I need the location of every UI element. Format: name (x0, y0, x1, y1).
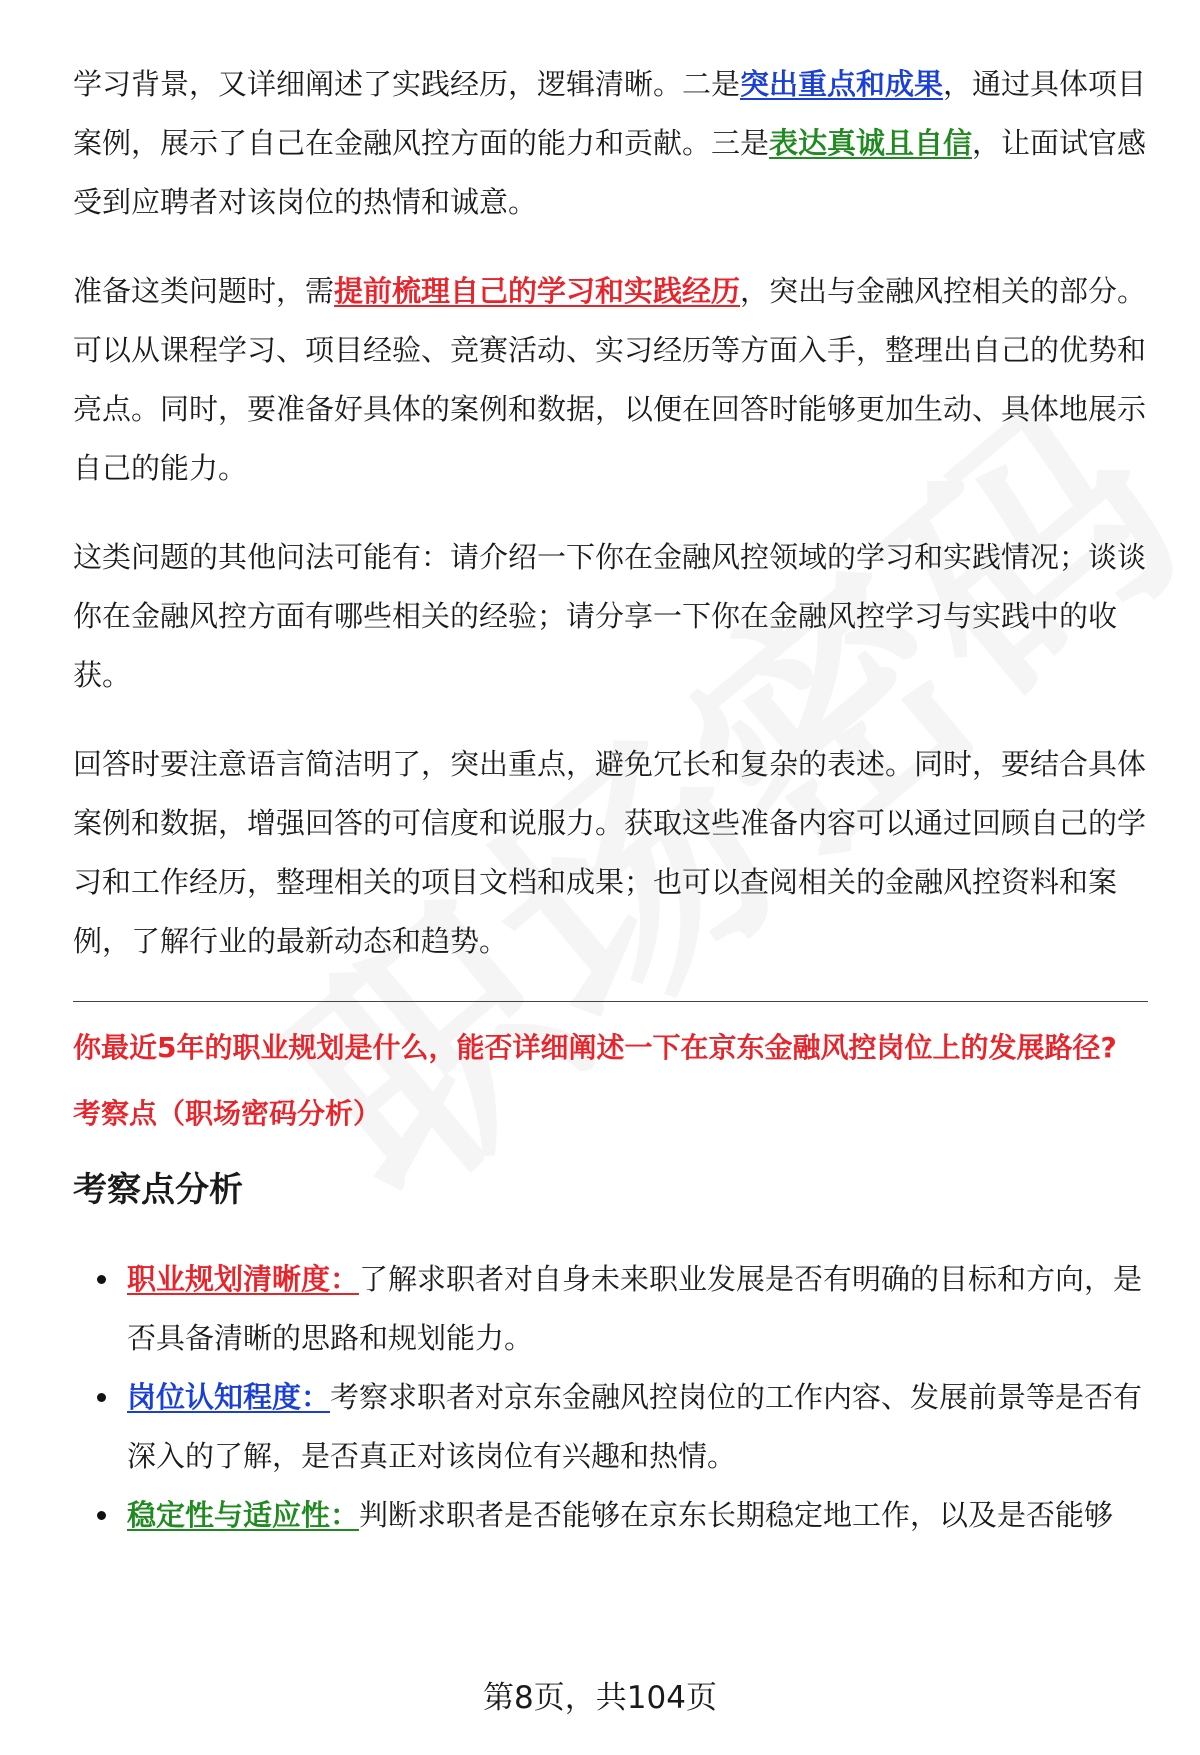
analysis-heading: 考察点分析 (73, 1170, 243, 1210)
bullet-dot (97, 1275, 106, 1284)
paragraph-text: 准备这类问题时，需 (73, 274, 335, 308)
list-item (127, 1250, 1148, 1368)
list-item-text: 了解求职者对自身未来职业发展是否有明确的目标和方向，是否具备清晰的思路和规划能力。 (127, 1262, 1143, 1355)
bullet-dot (97, 1511, 106, 1520)
list-item-label: 稳定性与适应性： (127, 1498, 360, 1532)
paragraph-text: 学习背景，又详细阐述了实践经历，逻辑清晰。二是 (73, 67, 741, 101)
highlight-blue: 突出重点和成果 (740, 67, 944, 101)
paragraph-text: ，通过具体项目案例，展示了自己在金融风控方面的能力和贡献。三是 (73, 67, 1147, 160)
list-item-text: 判断求职者是否能够在京东长期稳定地工作，以及是否能够 (359, 1498, 1114, 1532)
paragraph-text: ，让面试官感受到应聘者对该岗位的热情和诚意。 (73, 126, 1147, 219)
bullet-dot (97, 1393, 106, 1402)
list-item-label: 职业规划清晰度： (127, 1262, 360, 1296)
paragraph-text: ，突出与金融风控相关的部分。可以从课程学习、项目经验、竞赛活动、实习经历等方面入手，整理出自己的优势和亮点。同时，要准备好具体的案例和数据，以便在回答时能够更加生动、具体地展示自己的能力。 (73, 274, 1147, 485)
highlight-green: 表达真诚且自信 (769, 126, 973, 160)
highlight-red: 提前梳理自己的学习和实践经历 (334, 274, 741, 308)
list-item (127, 1486, 1148, 1545)
page-footer: 第8页，共104页 (483, 1680, 717, 1716)
paragraph-3: 这类问题的其他问法可能有：请介绍一下你在金融风控领域的学习和实践情况；谈谈你在金融风控方面有哪些相关的经验；请分享一下你在金融风控学习与实践中的收获。 (73, 540, 1147, 692)
list-item-text: 考察求职者对京东金融风控岗位的工作内容、发展前景等是否有深入的了解，是否真正对该岗位有兴趣和热情。 (127, 1380, 1143, 1473)
paragraph-1 (73, 55, 1148, 232)
document-body (73, 55, 1148, 1545)
paragraph-2 (73, 262, 1148, 498)
list-item-label: 岗位认知程度： (127, 1380, 331, 1414)
question-heading: 你最近5年的职业规划是什么，能否详细阐述一下在京东金融风控岗位上的发展路径? (73, 1031, 1117, 1064)
list-item (127, 1368, 1148, 1486)
analysis-list (73, 1250, 1148, 1545)
paragraph-4: 回答时要注意语言简洁明了，突出重点，避免冗长和复杂的表述。同时，要结合具体案例和数据，增强回答的可信度和说服力。获取这些准备内容可以通过回顾自己的学习和工作经历，整理相关的项目文档和成果；也可以查阅相关的金融风控资料和案例，了解行业的最新动态和趋势。 (73, 747, 1147, 958)
section-divider (73, 1001, 1148, 1002)
section-subtitle: 考察点（职场密码分析） (73, 1097, 382, 1130)
